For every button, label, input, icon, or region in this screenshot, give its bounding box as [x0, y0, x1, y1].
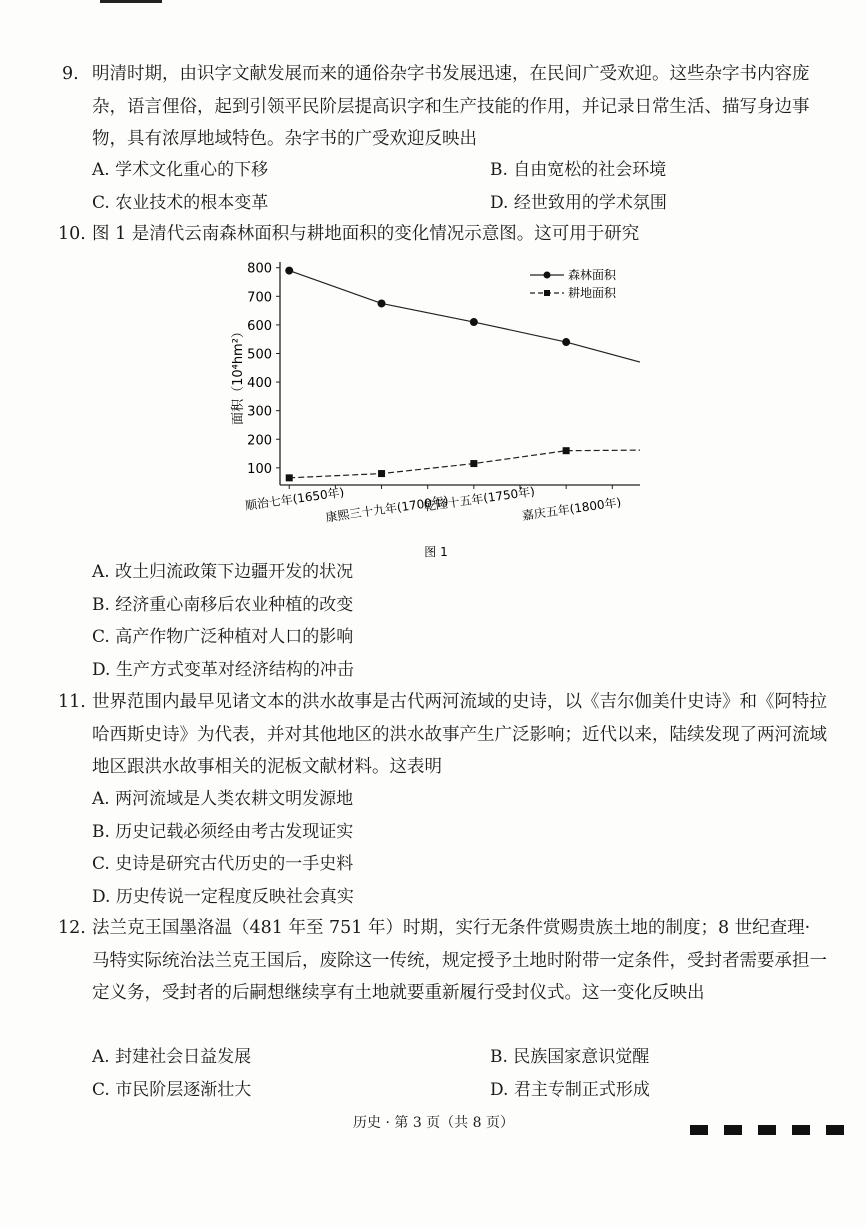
data-point [378, 470, 385, 477]
series-line-森林面积 [289, 271, 640, 362]
figure-caption: 图 1 [424, 545, 448, 559]
question-11-options [92, 783, 832, 913]
question-10-options [92, 556, 832, 686]
option-a[interactable]: A. 两河流域是人类农耕文明发源地 [92, 789, 354, 809]
y-tick-label: 400 [247, 376, 272, 392]
question-9 [62, 58, 827, 156]
question-11 [58, 686, 827, 784]
option-c[interactable]: C. 市民阶层逐渐壮大 [92, 1079, 252, 1100]
question-12-options [92, 1041, 832, 1106]
legend-marker [544, 290, 550, 296]
page-marker-blocks [690, 1120, 860, 1139]
question-stem: 图 1 是清代云南森林面积与耕地面积的变化情况示意图。这可用于研究 [92, 224, 640, 244]
option-d[interactable]: D. 历史传说一定程度反映社会真实 [92, 886, 354, 907]
data-point [285, 267, 293, 275]
question-number: 10. [58, 224, 86, 244]
option-b[interactable]: B. 自由宽松的社会环境 [490, 160, 667, 180]
y-tick-label: 500 [247, 347, 272, 363]
y-tick-label: 200 [247, 433, 272, 449]
option-b[interactable]: B. 历史记载必须经由考古发现证实 [92, 821, 354, 842]
question-10 [58, 218, 827, 251]
y-tick-label: 800 [247, 261, 272, 277]
y-tick-label: 100 [247, 461, 272, 477]
legend-label: 耕地面积 [568, 286, 617, 300]
legend-label: 森林面积 [568, 268, 617, 282]
legend-marker [544, 272, 551, 279]
data-point [378, 299, 386, 307]
x-tick-label: 顺治七年(1650年) [244, 485, 346, 513]
series-line-耕地面积 [289, 450, 640, 478]
y-tick-label: 300 [247, 404, 272, 420]
question-number: 12. [58, 918, 86, 938]
x-tick-label: 嘉庆五年(1800年) [521, 495, 623, 523]
question-stem: 世界范围内最早见诸文本的洪水故事是古代两河流域的史诗，以《吉尔伽美什史诗》和《阿特拉哈西斯史诗》为代表，并对其他地区的洪水故事产生广泛影响；近代以来，陆续发现了两河流域地区跟洪水故事相关的泥板文献材料。这表明 [92, 692, 827, 777]
option-a[interactable]: A. 封建社会日益发展 [92, 1047, 252, 1067]
y-tick-label: 700 [247, 290, 272, 306]
option-d[interactable]: D. 经世致用的学术氛围 [490, 192, 667, 213]
data-point [470, 318, 478, 326]
question-12 [58, 912, 827, 1010]
question-stem: 明清时期，由识字文献发展而来的通俗杂字书发展迅速，在民间广受欢迎。这些杂字书内容庞杂，语言俚俗，起到引领平民阶层提高识字和生产技能的作用，并记录日常生活、描写身边事物，具有浓厚地域特色。杂字书的广受欢迎反映出 [92, 64, 810, 149]
question-number: 11. [58, 692, 86, 712]
option-c[interactable]: C. 高产作物广泛种植对人口的影响 [92, 627, 354, 647]
question-stem: 法兰克王国墨洛温（481 年至 751 年）时期，实行无条件赏赐贵族土地的制度；8 世纪查理·马特实际统治法兰克王国后，废除这一传统，规定授予土地时附带一定条件，受封者需要承担一定义务，受封者的后嗣想继续享有土地就要重新履行受封仪式。这一变化反映出 [92, 918, 827, 1003]
data-point [470, 460, 477, 467]
chart-figure-1 [200, 250, 670, 565]
question-number: 9. [62, 64, 79, 84]
data-point [286, 474, 293, 481]
x-tick-label: 乾隆十五年(1750年) [422, 484, 536, 514]
option-a[interactable]: A. 学术文化重心的下移 [92, 160, 269, 180]
option-c[interactable]: C. 农业技术的根本变革 [92, 192, 269, 213]
question-9-options [92, 154, 832, 219]
data-point [562, 338, 570, 346]
option-b[interactable]: B. 经济重心南移后农业种植的改变 [92, 594, 354, 615]
top-rule [100, 0, 162, 3]
data-point [563, 447, 570, 454]
x-tick-label: 康熙三十九年(1700年) [324, 493, 450, 525]
option-b[interactable]: B. 民族国家意识觉醒 [490, 1047, 650, 1067]
option-c[interactable]: C. 史诗是研究古代历史的一手史料 [92, 854, 354, 874]
page-footer: 历史 · 第 3 页（共 8 页） [353, 1115, 514, 1131]
option-d[interactable]: D. 君主专制正式形成 [490, 1079, 650, 1100]
option-a[interactable]: A. 改土归流政策下边疆开发的状况 [92, 562, 354, 582]
y-axis-label: 面积（10⁴hm²） [231, 325, 246, 425]
y-tick-label: 600 [247, 318, 272, 334]
option-d[interactable]: D. 生产方式变革对经济结构的冲击 [92, 659, 354, 680]
